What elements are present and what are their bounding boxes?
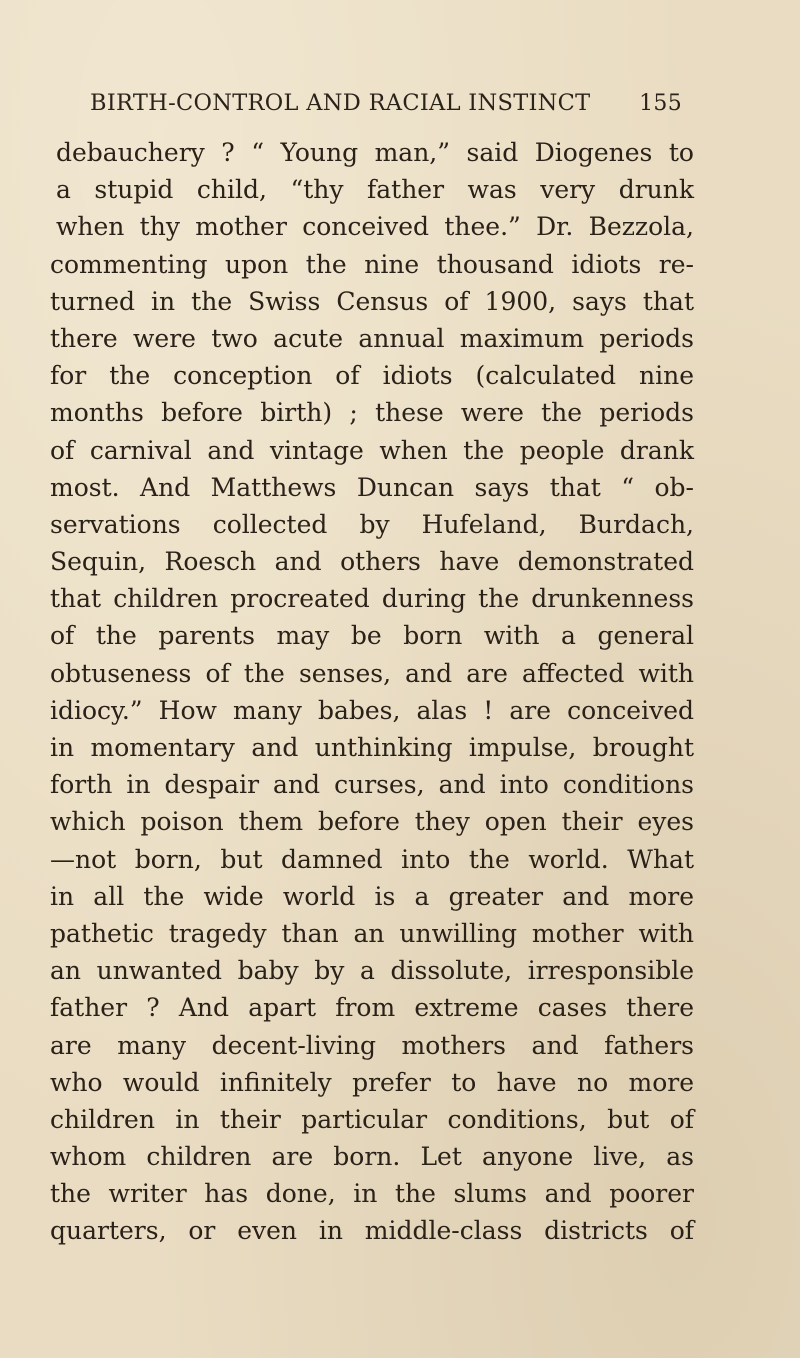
text-line: that children procreated during the drunkenness bbox=[50, 584, 694, 614]
text-line: —not born, but damned into the world. What bbox=[50, 844, 694, 874]
page-number: 155 bbox=[639, 91, 682, 116]
running-head bbox=[90, 90, 682, 116]
text-line: when thy mother conceived thee.” Dr. Bezzola, bbox=[56, 212, 694, 242]
text-line: of the parents may be born with a general bbox=[50, 621, 694, 651]
text-line: the writer has done, in the slums and poorer bbox=[50, 1179, 694, 1209]
text-line: children in their particular conditions, but of bbox=[50, 1104, 694, 1134]
text-line: there were two acute annual maximum periods bbox=[50, 323, 694, 353]
text-line: debauchery ? “ Young man,” said Diogenes to bbox=[56, 138, 694, 167]
text-line: a stupid child, “thy father was very drunk bbox=[56, 175, 694, 205]
text-line: obtuseness of the senses, and are affected with bbox=[50, 658, 694, 688]
text-line: whom children are born. Let anyone live, as bbox=[50, 1142, 694, 1172]
text-line: which poison them before they open their eyes bbox=[50, 807, 694, 837]
text-line: for the conception of idiots (calculated nine bbox=[50, 361, 694, 391]
text-line: servations collected by Hufeland, Burdach, bbox=[50, 509, 694, 539]
text-line: of carnival and vintage when the people drank bbox=[50, 435, 694, 465]
text-line: pathetic tragedy than an unwilling mother with bbox=[50, 918, 694, 948]
text-line: an unwanted baby by a dissolute, irresponsible bbox=[50, 956, 694, 986]
text-line: most. And Matthews Duncan says that “ ob- bbox=[50, 472, 694, 502]
text-line: quarters, or even in middle-class districts of bbox=[50, 1216, 694, 1246]
text-line: forth in despair and curses, and into conditions bbox=[50, 770, 694, 800]
running-title: BIRTH-CONTROL AND RACIAL INSTINCT bbox=[90, 90, 591, 116]
text-line: turned in the Swiss Census of 1900, says that bbox=[50, 286, 694, 316]
text-line: idiocy.” How many babes, alas ! are conceived bbox=[50, 695, 694, 725]
text-line: Sequin, Roesch and others have demonstrated bbox=[50, 547, 694, 577]
text-line: in all the wide world is a greater and more bbox=[50, 881, 694, 911]
text-line: are many decent-living mothers and fathers bbox=[50, 1030, 694, 1060]
text-line: father ? And apart from extreme cases there bbox=[50, 993, 694, 1023]
text-line: months before birth) ; these were the periods bbox=[50, 398, 694, 428]
text-line: commenting upon the nine thousand idiots re- bbox=[50, 249, 694, 279]
text-line: who would infinitely prefer to have no more bbox=[50, 1067, 694, 1097]
text-line: in momentary and unthinking impulse, brought bbox=[50, 733, 694, 762]
body-text bbox=[48, 134, 694, 1250]
